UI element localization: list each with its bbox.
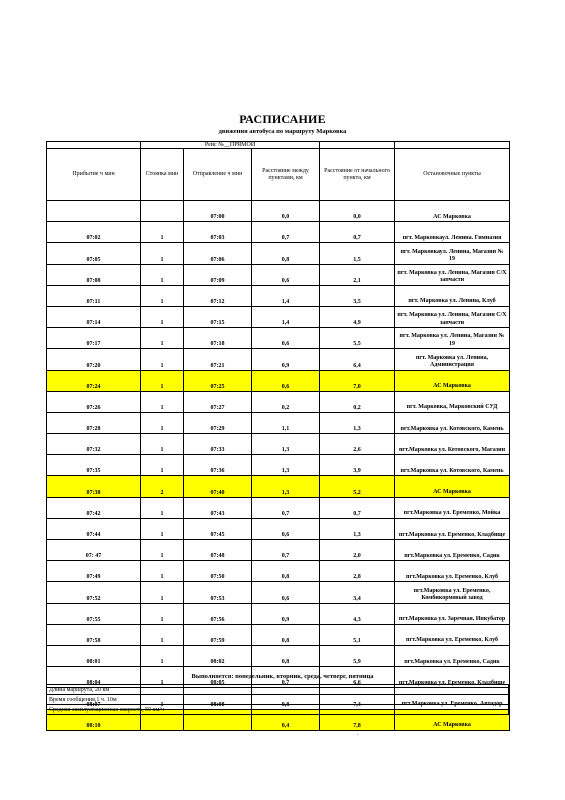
dist-start-cell: 6,4 xyxy=(320,349,395,370)
departure-cell: 07:27 xyxy=(184,391,252,412)
table-row xyxy=(47,285,510,306)
table-row xyxy=(47,412,510,433)
table-row xyxy=(47,434,510,455)
stop-time-cell: 1 xyxy=(141,222,184,243)
stop-name-cell: АС Марковка xyxy=(395,476,510,497)
stop-time-cell: 1 xyxy=(141,667,184,688)
table-row xyxy=(47,518,510,539)
departure-cell: 07:50 xyxy=(184,561,252,582)
arrival-cell: 07:24 xyxy=(47,370,141,391)
arrival-cell: 07:52 xyxy=(47,582,141,603)
stop-time-cell: 1 xyxy=(141,349,184,370)
dist-between-cell: 0,6 xyxy=(252,370,320,391)
stop-name-cell: пгт.Марковка ул. Еременко, Садик xyxy=(395,540,510,561)
departure-cell: 07:59 xyxy=(184,624,252,645)
trip-label: Рейс №__ПРЯМОЙ xyxy=(141,142,320,149)
travel-time: Время сообщения,1 ч. 10м xyxy=(47,695,509,705)
table-row xyxy=(47,243,510,264)
stop-time-cell: 1 xyxy=(141,688,184,709)
stop-time-cell: 1 xyxy=(141,624,184,645)
stop-time-cell: 1 xyxy=(141,434,184,455)
dist-start-cell: 3,9 xyxy=(320,455,395,476)
stop-time-cell: 1 xyxy=(141,561,184,582)
footer-mark: . xyxy=(357,731,359,737)
stop-time-cell: 2 xyxy=(141,476,184,497)
arrival-cell: 07:38 xyxy=(47,476,141,497)
arrival-cell: 07:08 xyxy=(47,264,141,285)
table-row xyxy=(47,349,510,370)
stop-time-cell: 1 xyxy=(141,645,184,666)
dist-start-cell: 5,5 xyxy=(320,328,395,349)
departure-cell: 07:06 xyxy=(184,243,252,264)
header-arrival: Прибытие ч мин xyxy=(47,149,141,201)
dist-start-cell: 1,5 xyxy=(320,243,395,264)
operating-days: Выполняется: понедельник, вторник, среда, четверг, пятница xyxy=(191,673,374,680)
avg-speed: Средняя эксплуатационная скорость, 50 км/ч xyxy=(47,705,509,715)
stop-time-cell: 1 xyxy=(141,243,184,264)
departure-cell: 07:18 xyxy=(184,328,252,349)
stop-name-cell: пгт. Марковка ул. Ленина, Клуб xyxy=(395,285,510,306)
arrival-cell: 07:02 xyxy=(47,222,141,243)
dist-start-cell: 4,9 xyxy=(320,306,395,327)
table-row xyxy=(47,222,510,243)
dist-start-cell: 7,0 xyxy=(320,370,395,391)
dist-between-cell: 0,7 xyxy=(252,667,320,688)
departure-cell: 07:43 xyxy=(184,497,252,518)
arrival-cell: 07:35 xyxy=(47,455,141,476)
arrival-cell: 07:42 xyxy=(47,497,141,518)
stop-name-cell: пгт. Марковка ул. Ленина, Администрация xyxy=(395,349,510,370)
route-info-table xyxy=(46,684,509,715)
departure-cell: 07:03 xyxy=(184,222,252,243)
arrival-cell: 07:49 xyxy=(47,561,141,582)
stop-name-cell: пгт.Марковка ул. Еременко, Садик xyxy=(395,645,510,666)
dist-between-cell: 0,9 xyxy=(252,603,320,624)
arrival-cell: 07:44 xyxy=(47,518,141,539)
stop-time-cell: 1 xyxy=(141,285,184,306)
table-row xyxy=(47,645,510,666)
stop-name-cell: пгт.Марковка ул. Еременко, Клуб xyxy=(395,561,510,582)
departure-cell: 08:02 xyxy=(184,645,252,666)
trip-row xyxy=(47,142,510,149)
stop-time-cell: 1 xyxy=(141,582,184,603)
dist-between-cell: 0,6 xyxy=(252,518,320,539)
dist-between-cell: 0,8 xyxy=(252,243,320,264)
arrival-cell: 07:58 xyxy=(47,624,141,645)
dist-between-cell: 0,2 xyxy=(252,391,320,412)
stop-time-cell xyxy=(141,201,184,222)
arrival-cell: 08:01 xyxy=(47,645,141,666)
stop-time-cell: 1 xyxy=(141,306,184,327)
route-length: Длина маршрута, 20 км xyxy=(47,685,509,695)
dist-between-cell: 0,8 xyxy=(252,561,320,582)
stop-name-cell: АС Марковка xyxy=(395,201,510,222)
stop-name-cell: пгт. Марковкаул. Ленина. Гимназия xyxy=(395,222,510,243)
departure-cell: 07:45 xyxy=(184,518,252,539)
dist-start-cell: 2,8 xyxy=(320,561,395,582)
stop-time-cell: 1 xyxy=(141,455,184,476)
header-departure: Отправление ч мин xyxy=(184,149,252,201)
departure-cell: 07:33 xyxy=(184,434,252,455)
stop-time-cell: 1 xyxy=(141,391,184,412)
stop-name-cell: пгт.Марковка ул. Котовского, Камень xyxy=(395,455,510,476)
stop-time-cell: 1 xyxy=(141,264,184,285)
arrival-cell: 07:32 xyxy=(47,434,141,455)
stop-name-cell: пгт. Марковка ул. Ленина, Магазин С/Х запчасти xyxy=(395,306,510,327)
arrival-cell: 07:20 xyxy=(47,349,141,370)
arrival-cell: 07:26 xyxy=(47,391,141,412)
dist-start-cell: 1,3 xyxy=(320,518,395,539)
header-stop-time: Стоянка мин xyxy=(141,149,184,201)
departure-cell: 07:25 xyxy=(184,370,252,391)
dist-start-cell: 7,4 xyxy=(320,688,395,709)
dist-start-cell: 6,6 xyxy=(320,667,395,688)
stop-name-cell: пгт.Марковка ул. Еременко, Комбикормовый завод xyxy=(395,582,510,603)
header-row xyxy=(47,149,510,201)
stop-time-cell: 1 xyxy=(141,518,184,539)
stop-name-cell: пгт. Марковкаул. Ленина, Магазин № 19 xyxy=(395,243,510,264)
table-row xyxy=(47,328,510,349)
dist-between-cell: 0,7 xyxy=(252,497,320,518)
dist-start-cell: 3,4 xyxy=(320,582,395,603)
stop-name-cell: пгт.Марковка ул. Еременко, Клуб xyxy=(395,624,510,645)
departure-cell: 07:56 xyxy=(184,603,252,624)
arrival-cell: 07:17 xyxy=(47,328,141,349)
table-row xyxy=(47,264,510,285)
departure-cell: 07:00 xyxy=(184,201,252,222)
stop-name-cell: пгт. Марковка, Марковский СУД xyxy=(395,391,510,412)
arrival-cell: 08:10 xyxy=(47,709,141,730)
stop-name-cell: пгт.Марковка ул. Котовского, Магазин xyxy=(395,434,510,455)
stop-time-cell: 1 xyxy=(141,370,184,391)
dist-start-cell: 0,7 xyxy=(320,222,395,243)
dist-between-cell: 1,3 xyxy=(252,455,320,476)
dist-start-cell: 0,2 xyxy=(320,391,395,412)
dist-start-cell: 2,0 xyxy=(320,540,395,561)
stop-time-cell: 1 xyxy=(141,603,184,624)
departure-cell: 07:09 xyxy=(184,264,252,285)
schedule-table xyxy=(46,141,510,731)
dist-between-cell: 1,3 xyxy=(252,434,320,455)
arrival-cell: 07:55 xyxy=(47,603,141,624)
header-stops: Остановочные пункты xyxy=(395,149,510,201)
header-dist-start: Расстояние от начального пункта, км xyxy=(320,149,395,201)
table-row xyxy=(47,624,510,645)
table-row xyxy=(47,540,510,561)
stop-name-cell: АС Марковка xyxy=(395,370,510,391)
table-row xyxy=(47,370,510,391)
stop-name-cell: пгт.Марковка ул. Котовского, Камень xyxy=(395,412,510,433)
dist-between-cell: 0,9 xyxy=(252,349,320,370)
stop-time-cell: 1 xyxy=(141,497,184,518)
departure-cell: 08:08 xyxy=(184,688,252,709)
stop-name-cell: АС Марковка xyxy=(395,709,510,730)
departure-cell: 07:40 xyxy=(184,476,252,497)
stop-name-cell: пгт. Марковка ул. Ленина, Магазин № 19 xyxy=(395,328,510,349)
dist-between-cell: 0,4 xyxy=(252,709,320,730)
dist-between-cell: 0,6 xyxy=(252,328,320,349)
stop-time-cell: 1 xyxy=(141,328,184,349)
stop-name-cell: пгт.Марковка ул. Еременко, Автодор xyxy=(395,688,510,709)
stop-time-cell: 1 xyxy=(141,540,184,561)
table-row xyxy=(47,497,510,518)
page-subtitle: движения автобуса по маршруту Марковка xyxy=(218,128,347,135)
departure-cell: 07:53 xyxy=(184,582,252,603)
departure-cell: 07:48 xyxy=(184,540,252,561)
departure-cell: 07:15 xyxy=(184,306,252,327)
dist-between-cell: 0,8 xyxy=(252,645,320,666)
dist-start-cell: 0,7 xyxy=(320,497,395,518)
table-row xyxy=(47,561,510,582)
table-row xyxy=(47,603,510,624)
dist-between-cell: 0,8 xyxy=(252,624,320,645)
dist-start-cell: 2,6 xyxy=(320,434,395,455)
dist-between-cell: 0,0 xyxy=(252,201,320,222)
dist-between-cell: 1,1 xyxy=(252,412,320,433)
dist-start-cell: 5,2 xyxy=(320,476,395,497)
dist-start-cell: 3,5 xyxy=(320,285,395,306)
dist-between-cell: 0,8 xyxy=(252,688,320,709)
page-title: РАСПИСАНИЕ xyxy=(239,112,326,126)
arrival-cell: 08:04 xyxy=(47,667,141,688)
stop-name-cell: пгт.Марковка ул. Еременко, Кладбище xyxy=(395,667,510,688)
arrival-cell: 07:11 xyxy=(47,285,141,306)
departure-cell: 08:05 xyxy=(184,667,252,688)
dist-start-cell: 5,9 xyxy=(320,645,395,666)
dist-between-cell: 0,6 xyxy=(252,264,320,285)
table-row xyxy=(47,391,510,412)
stop-name-cell: пгт.Марковка ул. Заречная, Инкубатор xyxy=(395,603,510,624)
dist-between-cell: 0,7 xyxy=(252,540,320,561)
arrival-cell: 07: 47 xyxy=(47,540,141,561)
dist-start-cell: 7,8 xyxy=(320,709,395,730)
dist-between-cell: 1,4 xyxy=(252,306,320,327)
arrival-cell: 08:07 xyxy=(47,688,141,709)
dist-start-cell: 1,3 xyxy=(320,412,395,433)
dist-start-cell: 2,1 xyxy=(320,264,395,285)
table-row xyxy=(47,476,510,497)
arrival-cell xyxy=(47,201,141,222)
stop-time-cell: 1 xyxy=(141,412,184,433)
dist-between-cell: 1,4 xyxy=(252,285,320,306)
dist-between-cell: 0,7 xyxy=(252,222,320,243)
arrival-cell: 07:05 xyxy=(47,243,141,264)
dist-start-cell: 0,0 xyxy=(320,201,395,222)
departure-cell: 07:29 xyxy=(184,412,252,433)
table-row xyxy=(47,306,510,327)
dist-between-cell: 1,3 xyxy=(252,476,320,497)
dist-start-cell: 5,1 xyxy=(320,624,395,645)
stop-name-cell: пгт.Марковка ул. Еременко, Мойка xyxy=(395,497,510,518)
dist-between-cell: 0,6 xyxy=(252,582,320,603)
arrival-cell: 07:28 xyxy=(47,412,141,433)
departure-cell: 07:21 xyxy=(184,349,252,370)
stop-name-cell: пгт. Марковка ул. Ленина, Магазин С/Х запчасти xyxy=(395,264,510,285)
dist-start-cell: 4,3 xyxy=(320,603,395,624)
departure-cell: 07:36 xyxy=(184,455,252,476)
departure-cell: 07:12 xyxy=(184,285,252,306)
arrival-cell: 07:14 xyxy=(47,306,141,327)
header-dist-between: Расстояние между пунктами, км xyxy=(252,149,320,201)
table-row xyxy=(47,582,510,603)
table-row xyxy=(47,455,510,476)
table-row xyxy=(47,201,510,222)
stop-name-cell: пгт.Марковка ул. Еременко, Кладбище xyxy=(395,518,510,539)
